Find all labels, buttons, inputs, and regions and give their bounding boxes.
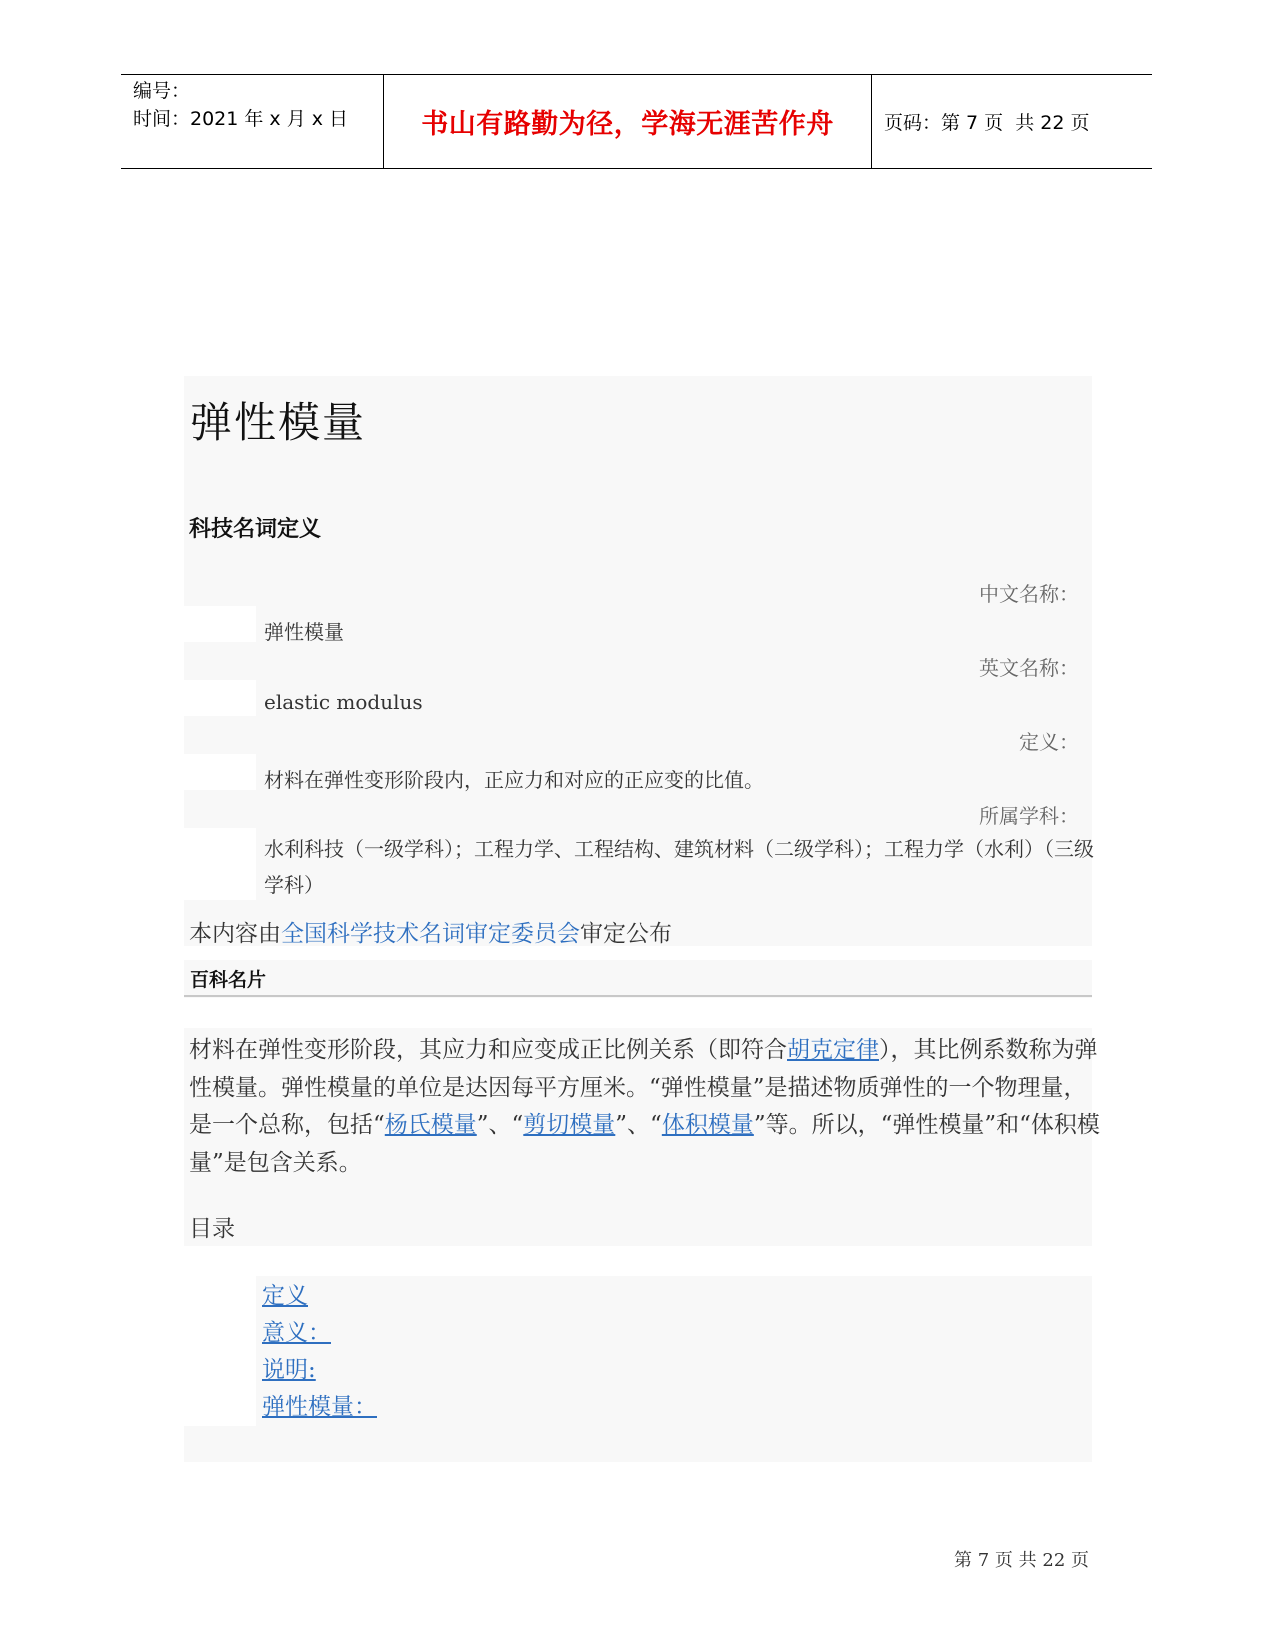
hooke-law-link[interactable]: 胡克定律 [787,1037,879,1063]
intro-text: 材料在弹性变形阶段，其应力和应变成正比例关系（即符合 [189,1037,787,1063]
indent-gap [184,754,256,790]
page-title: 弹性模量 [190,398,367,447]
header-page-label: 页码：第 7 页 共 22 页 [884,112,1090,134]
header-motto: 书山有路勤为径，学海无涯苦作舟 [384,75,872,168]
toc-item-significance[interactable]: 意义： [262,1320,331,1346]
field-value-discipline: 水利科技（一级学科）；工程力学、工程结构、建筑材料（二级学科）；工程力学（水利）（三级学科） [264,837,1094,897]
intro-text: ”、“ [476,1112,524,1138]
field-label-definition: 定义： [1019,730,1079,754]
serial-label: 编号： [133,80,191,102]
indent-gap [184,606,256,642]
approval-prefix: 本内容由 [189,921,281,947]
field-value-english-name: elastic modulus [264,690,423,714]
toc-item-definition[interactable]: 定义 [262,1283,308,1309]
approval-committee-link[interactable]: 全国科学技术名词审定委员会 [281,921,580,947]
page-footer: 第 7 页 共 22 页 [954,1550,1089,1571]
bulk-modulus-link[interactable]: 体积模量 [661,1112,754,1138]
field-label-chinese-name: 中文名称： [979,582,1079,606]
intro-paragraph [189,1032,1101,1182]
toc-list [262,1278,377,1426]
field-value-chinese-name: 弹性模量 [264,620,344,644]
toc-heading: 目录 [189,1216,235,1242]
shear-modulus-link[interactable]: 剪切模量 [523,1112,616,1138]
approval-note [189,915,672,948]
card-title: 百科名片 [190,969,267,991]
toc-indent-gap [184,1276,256,1426]
field-value-definition: 材料在弹性变形阶段内，正应力和对应的正应变的比值。 [264,768,764,792]
youngs-modulus-link[interactable]: 杨氏模量 [384,1112,477,1138]
toc-item-elastic-modulus[interactable]: 弹性模量： [262,1394,377,1420]
indent-gap [184,828,256,900]
header-page-cell [872,75,1152,168]
approval-suffix: 审定公布 [580,921,672,947]
card-divider [184,995,1092,997]
page-header-table [121,74,1152,169]
header-meta-cell [121,75,384,168]
section-heading: 科技名词定义 [189,517,322,542]
field-label-discipline: 所属学科： [979,804,1079,828]
time-label: 时间：2021 年 x 月 x 日 [133,108,349,130]
toc-item-explanation[interactable]: 说明: [262,1357,316,1383]
intro-text: ”、“ [615,1112,662,1138]
card-panel [184,960,1092,998]
intro-text: ”等。所以，“弹性模量”和“体积模量”是包含关系。 [189,1112,1100,1176]
indent-gap [184,680,256,716]
field-label-english-name: 英文名称： [979,656,1079,680]
intro-text: ），其比例系数称为弹性模量。弹性模量的单位是达因每平方厘米。“弹性模量”是描述物质弹性的一个物理量，是一个总称，包括“ [189,1037,1098,1138]
